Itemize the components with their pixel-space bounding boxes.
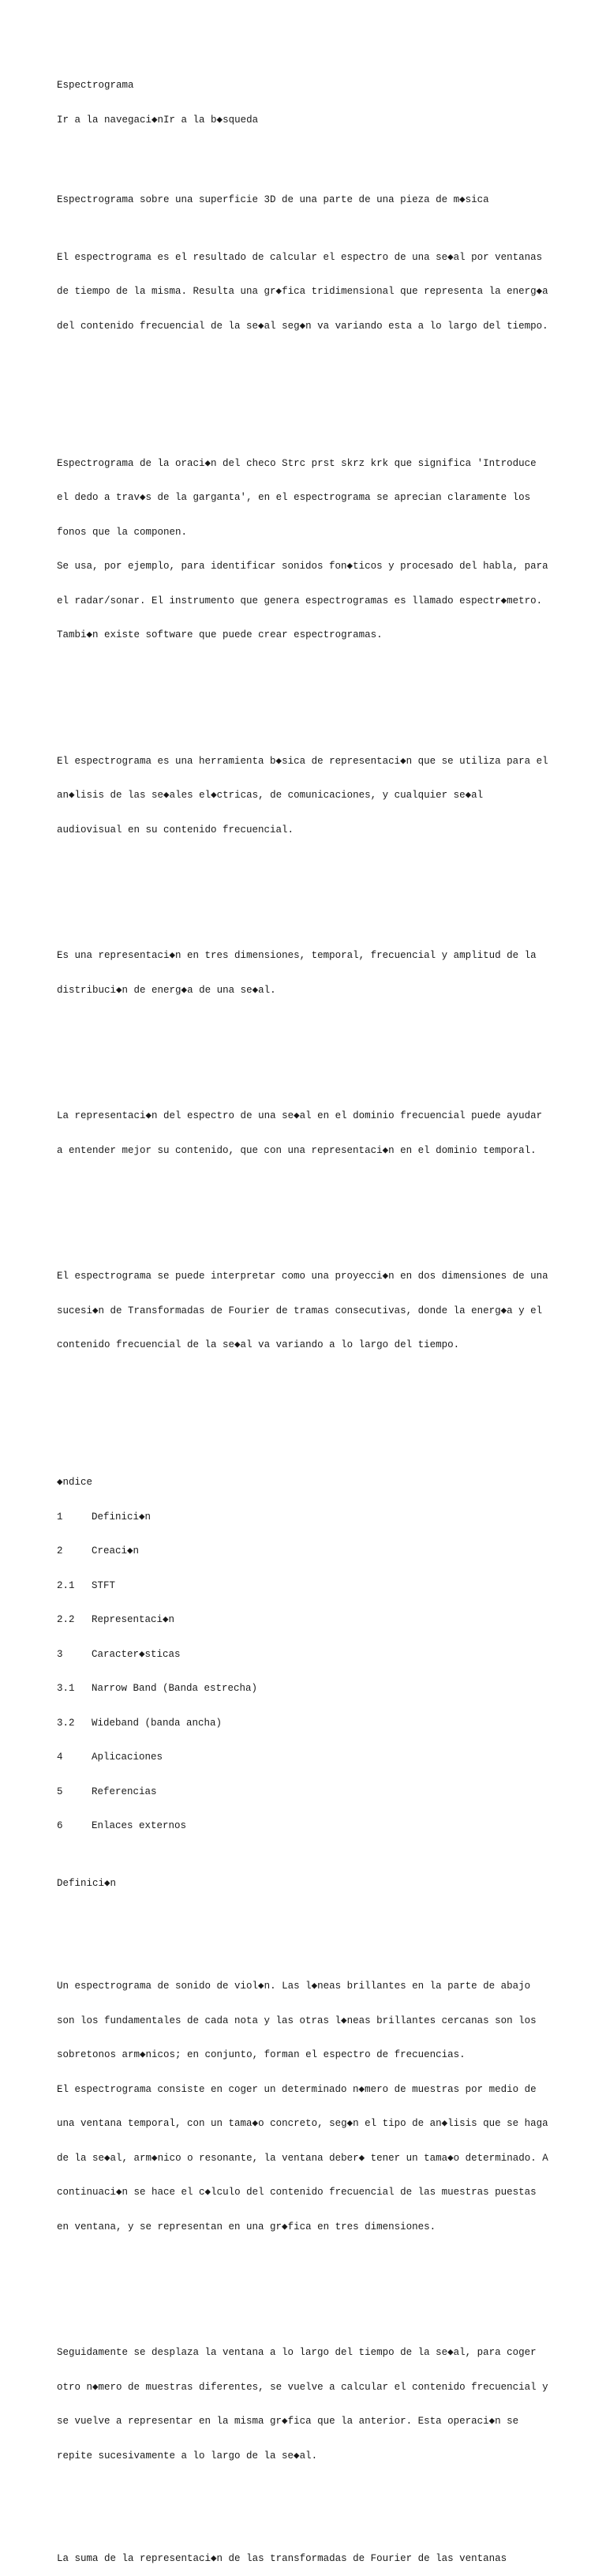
paragraph-line: El espectrograma es el resultado de calcular el espectro de una se◆al por ventanas	[57, 251, 543, 263]
paragraph-line: an◆lisis de las se◆ales el◆ctricas, de comunicaciones, y cualquier se◆al	[57, 790, 484, 801]
paragraph-line: de tiempo de la misma. Resulta una gr◆fica tridimensional que representa la energ◆a	[57, 286, 548, 297]
toc-number: 5	[57, 1786, 63, 1797]
paragraph-line: El espectrograma es una herramienta b◆sica de representaci◆n que se utiliza para el	[57, 755, 548, 767]
paragraph-line: otro n◆mero de muestras diferentes, se vuelve a calcular el contenido frecuencial y	[57, 2381, 548, 2393]
paragraph-line: El espectrograma consiste en coger un determinado n◆mero de muestras por medio de	[57, 2083, 537, 2095]
section-heading-definicion: Definici◆n	[57, 1877, 117, 1889]
freq-domain-paragraph	[57, 1087, 562, 1179]
toc-item[interactable]	[57, 1649, 562, 1661]
paragraph-line: La representaci◆n del espectro de una se◆al en el dominio frecuencial puede ayudar	[57, 1110, 543, 1121]
toc-label: Referencias	[92, 1786, 157, 1797]
toc-item[interactable]	[57, 1614, 562, 1626]
toc-label: Enlaces externos	[92, 1820, 187, 1831]
paragraph-line: Seguidamente se desplaza la ventana a lo largo del tiempo de la se◆al, para coger	[57, 2347, 537, 2358]
document-page	[57, 57, 562, 2576]
toc-item[interactable]	[57, 1786, 562, 1798]
paragraph-line: El espectrograma se puede interpretar como una proyecci◆n en dos dimensiones de una	[57, 1271, 548, 1282]
projection-paragraph	[57, 1248, 562, 1374]
paragraph-line: una ventana temporal, con un tama◆o concreto, seg◆n el tipo de an◆lisis que se haga	[57, 2118, 548, 2129]
toc-label: Caracter◆sticas	[92, 1648, 181, 1660]
shift-paragraph	[57, 2324, 562, 2484]
intro-caption: Espectrograma sobre una superficie 3D de una parte de una pieza de m◆sica	[57, 194, 489, 205]
paragraph-line: son los fundamentales de cada nota y las otras l◆neas brillantes cercanas son los	[57, 2015, 537, 2026]
paragraph-line: Espectrograma de la oraci◆n del checo Strc prst skrz krk que significa 'Introduce	[57, 457, 537, 469]
czech-caption-paragraph	[57, 435, 562, 664]
paragraph-line: sucesi◆n de Transformadas de Fourier de tramas consecutivas, donde la energ◆a y el	[57, 1305, 543, 1316]
toc-label: Aplicaciones	[92, 1752, 163, 1763]
page-title: Espectrograma	[57, 80, 134, 91]
nav-links[interactable]: Ir a la navegaci◆nIr a la b◆squeda	[57, 114, 259, 126]
toc-item[interactable]	[57, 1545, 562, 1557]
toc-number: 6	[57, 1820, 63, 1831]
toc-number: 3	[57, 1648, 63, 1660]
toc-item[interactable]	[57, 1511, 562, 1523]
paragraph-line: de la se◆al, arm◆nico o resonante, la ventana deber◆ tener un tama◆o determinado. A	[57, 2152, 548, 2164]
toc-label: Definici◆n	[92, 1511, 152, 1523]
toc-label: Creaci◆n	[92, 1545, 140, 1556]
paragraph-line: en ventana, y se representan en una gr◆fica en tres dimensiones.	[57, 2221, 436, 2232]
paragraph-line: Se usa, por ejemplo, para identificar sonidos fon◆ticos y procesado del habla, para	[57, 561, 548, 572]
toc-number: 1	[57, 1511, 63, 1523]
intro-paragraph	[57, 229, 562, 355]
toc-item[interactable]	[57, 1718, 562, 1729]
toc-number: 2.1	[57, 1579, 75, 1591]
paragraph-line: a entender mejor su contenido, que con una representaci◆n en el dominio temporal.	[57, 1144, 537, 1156]
paragraph-line: el radar/sonar. El instrumento que genera espectrogramas es llamado espectr◆metro.	[57, 595, 543, 606]
paragraph-line: contenido frecuencial de la se◆al va variando a lo largo del tiempo.	[57, 1339, 460, 1350]
paragraph-line: distribuci◆n de energ◆a de una se◆al.	[57, 984, 276, 996]
toc-label: STFT	[92, 1579, 116, 1591]
toc-number: 3.2	[57, 1717, 75, 1729]
violin-paragraph	[57, 1958, 562, 2255]
paragraph-line: Tambi◆n existe software que puede crear espectrogramas.	[57, 629, 383, 640]
toc-item[interactable]	[57, 1683, 562, 1695]
paragraph-line: continuaci◆n se hace el c◆lculo del contenido frecuencial de las muestras puestas	[57, 2187, 537, 2198]
paragraph-line: audiovisual en su contenido frecuencial.	[57, 824, 294, 836]
toc-item[interactable]	[57, 1580, 562, 1592]
three-dim-paragraph	[57, 927, 562, 1019]
paragraph-line: repite sucesivamente a lo largo de la se◆al.	[57, 2450, 318, 2461]
toc-number: 4	[57, 1752, 63, 1763]
paragraph-line: Un espectrograma de sonido de viol◆n. Las l◆neas brillantes en la parte de abajo	[57, 1981, 531, 1992]
toc-title: ◆ndice	[57, 1477, 93, 1488]
toc-number: 2.2	[57, 1614, 75, 1625]
sum-paragraph-line: La suma de la representaci◆n de las transformadas de Fourier de las ventanas	[57, 2553, 507, 2564]
paragraph-line: sobretonos arm◆nicos; en conjunto, forman el espectro de frecuencias.	[57, 2049, 466, 2060]
paragraph-line: el dedo a trav◆s de la garganta', en el espectrograma se aprecian claramente los	[57, 492, 531, 503]
toc-item[interactable]	[57, 1820, 562, 1832]
tool-paragraph	[57, 733, 562, 859]
toc-label: Representaci◆n	[92, 1614, 175, 1625]
paragraph-line: se vuelve a representar en la misma gr◆fica que la anterior. Esta operaci◆n se	[57, 2416, 519, 2427]
paragraph-line: Es una representaci◆n en tres dimensiones, temporal, frecuencial y amplitud de la	[57, 950, 537, 961]
toc-number: 2	[57, 1545, 63, 1556]
toc-item[interactable]	[57, 1752, 562, 1763]
toc-label: Narrow Band (Banda estrecha)	[92, 1683, 258, 1694]
table-of-contents	[57, 1454, 562, 1855]
paragraph-line: del contenido frecuencial de la se◆al seg◆n va variando esta a lo largo del tiempo.	[57, 320, 548, 332]
paragraph-line: fonos que la componen.	[57, 526, 188, 538]
toc-number: 3.1	[57, 1683, 75, 1694]
toc-label: Wideband (banda ancha)	[92, 1717, 223, 1729]
